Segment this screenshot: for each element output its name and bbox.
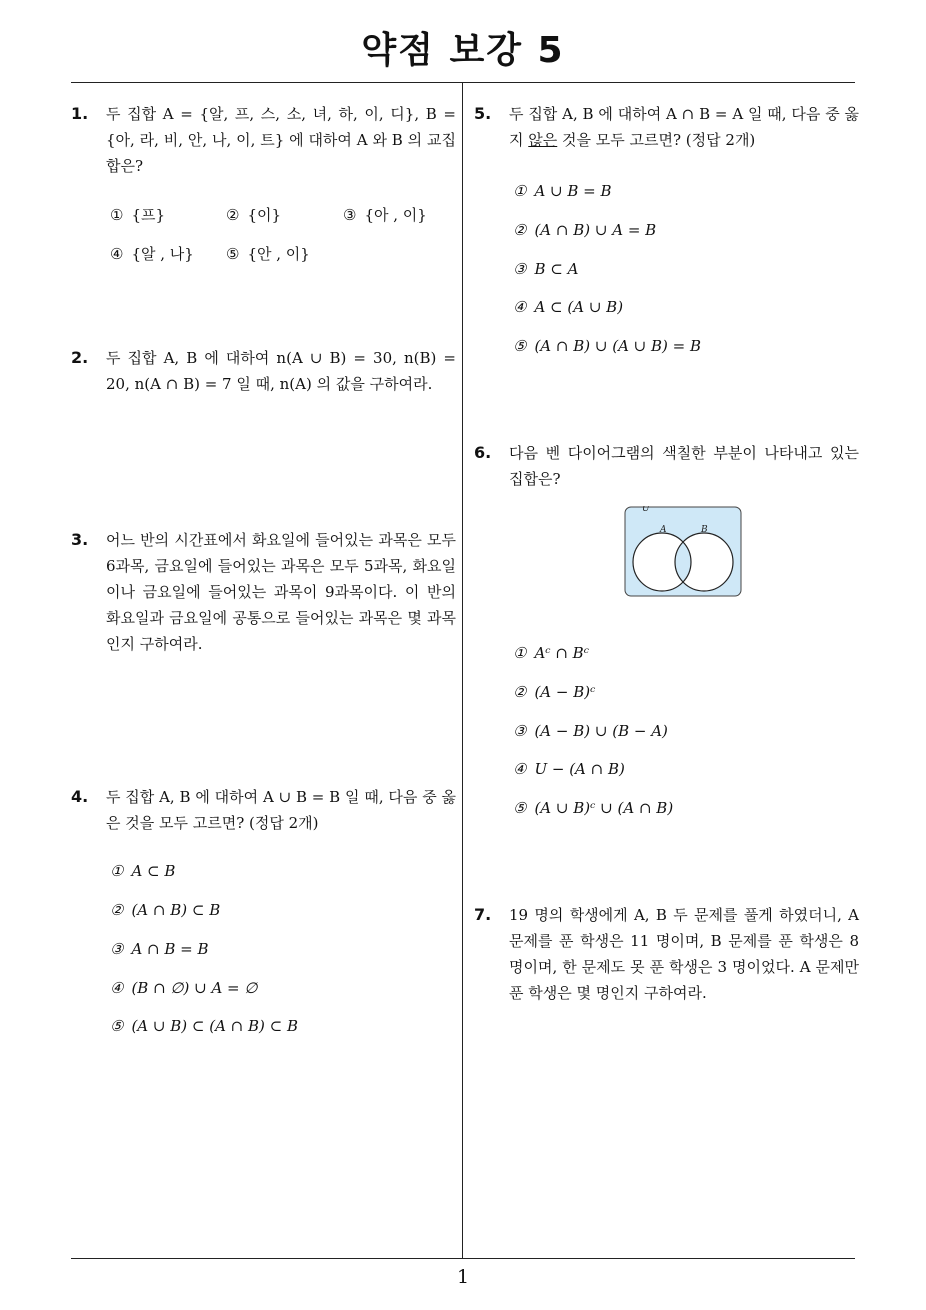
problem-text — [509, 101, 859, 153]
problem-text-after: 것을 모두 고르면? (정답 2개) — [557, 131, 756, 149]
venn-diagram — [624, 506, 742, 597]
problem-text: 19 명의 학생에게 A, B 두 문제를 풀게 하였더니, A 문제를 푼 학생은 11 명이며, B 문제를 푼 학생은 8 명이며, 한 문제도 못 푼 학생은 3 명이었다. A 문제만 푼 학생은 몇 명인지 구하여라. — [509, 906, 859, 1002]
option-text: {이} — [247, 206, 282, 224]
option-2[interactable] — [226, 204, 281, 225]
option-marker: ① — [513, 644, 527, 662]
option-3[interactable] — [343, 204, 427, 225]
problem-text-before: 두 집합 A, B 에 대하여 A ∩ B = A 일 때, 다음 중 옳지 — [509, 105, 859, 149]
option-text: (B ∩ ∅) ∪ A = ∅ — [131, 979, 258, 997]
problem-5 — [474, 101, 864, 161]
problem-text: 두 집합 A = {알, 프, 스, 소, 녀, 하, 이, 디}, B = {아, 라, 비, 안, 나, 이, 트} 에 대하여 A 와 B 의 교집합은? — [106, 105, 456, 175]
problem-number: 5. — [474, 104, 492, 123]
problem-number: 2. — [71, 348, 89, 367]
option-4[interactable] — [110, 979, 257, 997]
option-text: Aᶜ ∩ Bᶜ — [534, 644, 589, 662]
option-text: {안 , 이} — [247, 245, 310, 263]
option-3[interactable] — [513, 722, 668, 740]
option-1[interactable] — [513, 644, 589, 662]
option-2[interactable] — [513, 221, 656, 239]
option-2[interactable] — [110, 901, 220, 919]
problem-number: 3. — [71, 530, 89, 549]
option-5[interactable] — [110, 1017, 298, 1035]
option-marker: ② — [513, 221, 527, 239]
option-text: (A ∩ B) ∪ (A ∪ B) = B — [534, 337, 702, 355]
option-marker: ③ — [513, 722, 527, 740]
page-number: 1 — [456, 1266, 470, 1288]
option-text: A ⊂ (A ∪ B) — [534, 298, 624, 316]
option-5[interactable] — [226, 243, 310, 264]
option-marker: ⑤ — [110, 1017, 124, 1035]
option-marker: ③ — [513, 260, 527, 278]
problem-text: 두 집합 A, B 에 대하여 n(A ∪ B) = 30, n(B) = 20, n(A ∩ B) = 7 일 때, n(A) 의 값을 구하여라. — [106, 349, 456, 393]
problem-number: 6. — [474, 443, 492, 462]
problem-text-underlined: 않은 — [528, 131, 558, 149]
problem-7 — [474, 902, 864, 1012]
option-marker: ① — [110, 862, 124, 880]
option-marker: ④ — [513, 298, 527, 316]
venn-svg — [624, 506, 742, 597]
page-title: 약점 보강 5 — [361, 30, 565, 71]
option-marker: ④ — [110, 979, 124, 997]
problem-3 — [71, 527, 461, 667]
option-text: A ∩ B = B — [131, 940, 209, 958]
option-4[interactable] — [513, 298, 623, 316]
set-b-label: B — [701, 525, 708, 535]
option-text: B ⊂ A — [534, 260, 579, 278]
option-1[interactable] — [513, 182, 612, 200]
problem-2 — [71, 345, 461, 405]
option-marker: ① — [110, 206, 124, 224]
option-marker: ② — [513, 683, 527, 701]
option-5[interactable] — [513, 799, 673, 817]
option-text: (A ∪ B) ⊂ (A ∩ B) ⊂ B — [131, 1017, 299, 1035]
problem-4 — [71, 784, 461, 844]
option-text: A ⊂ B — [131, 862, 176, 880]
option-marker: ④ — [513, 760, 527, 778]
option-3[interactable] — [513, 260, 578, 278]
set-a-label: A — [660, 525, 667, 535]
option-marker: ⑤ — [226, 245, 240, 263]
option-marker: ③ — [343, 206, 357, 224]
problem-number: 7. — [474, 905, 492, 924]
option-text: (A ∩ B) ∪ A = B — [534, 221, 657, 239]
column-divider — [462, 83, 463, 1258]
option-marker: ④ — [110, 245, 124, 263]
option-text: A ∪ B = B — [534, 182, 612, 200]
option-text: {프} — [131, 206, 166, 224]
option-text: (A − B) ∪ (B − A) — [534, 722, 668, 740]
universe-label: U — [642, 506, 650, 514]
option-text: (A ∩ B) ⊂ B — [131, 901, 221, 919]
header-rule — [71, 82, 855, 83]
option-text: U − (A ∩ B) — [534, 760, 625, 778]
problem-text: 다음 벤 다이어그램의 색칠한 부분이 나타내고 있는 집합은? — [509, 444, 859, 488]
option-marker: ① — [513, 182, 527, 200]
option-2[interactable] — [513, 683, 595, 701]
option-text: (A ∪ B)ᶜ ∪ (A ∩ B) — [534, 799, 674, 817]
option-text: {알 , 나} — [131, 245, 194, 263]
option-1[interactable] — [110, 204, 165, 225]
option-3[interactable] — [110, 940, 209, 958]
option-text: (A − B)ᶜ — [534, 683, 596, 701]
option-1[interactable] — [110, 862, 175, 880]
option-4[interactable] — [513, 760, 625, 778]
option-5[interactable] — [513, 337, 701, 355]
problem-6 — [474, 440, 864, 500]
option-marker: ③ — [110, 940, 124, 958]
problem-text: 두 집합 A, B 에 대하여 A ∪ B = B 일 때, 다음 중 옳은 것을 모두 고르면? (정답 2개) — [106, 788, 456, 832]
option-marker: ② — [226, 206, 240, 224]
option-text: {아 , 이} — [364, 206, 427, 224]
footer-rule — [71, 1258, 855, 1259]
problem-number: 1. — [71, 104, 89, 123]
option-4[interactable] — [110, 243, 194, 264]
option-marker: ⑤ — [513, 799, 527, 817]
problem-number: 4. — [71, 787, 89, 806]
option-marker: ② — [110, 901, 124, 919]
problem-text: 어느 반의 시간표에서 화요일에 들어있는 과목은 모두 6과목, 금요일에 들어있는 과목은 모두 5과목, 화요일이나 금요일에 들어있는 과목이 9과목이다. 이 반의 화요일과 금요일에 공통으로 들어있는 과목은 몇 과목인지 구하여라. — [106, 531, 456, 653]
option-marker: ⑤ — [513, 337, 527, 355]
